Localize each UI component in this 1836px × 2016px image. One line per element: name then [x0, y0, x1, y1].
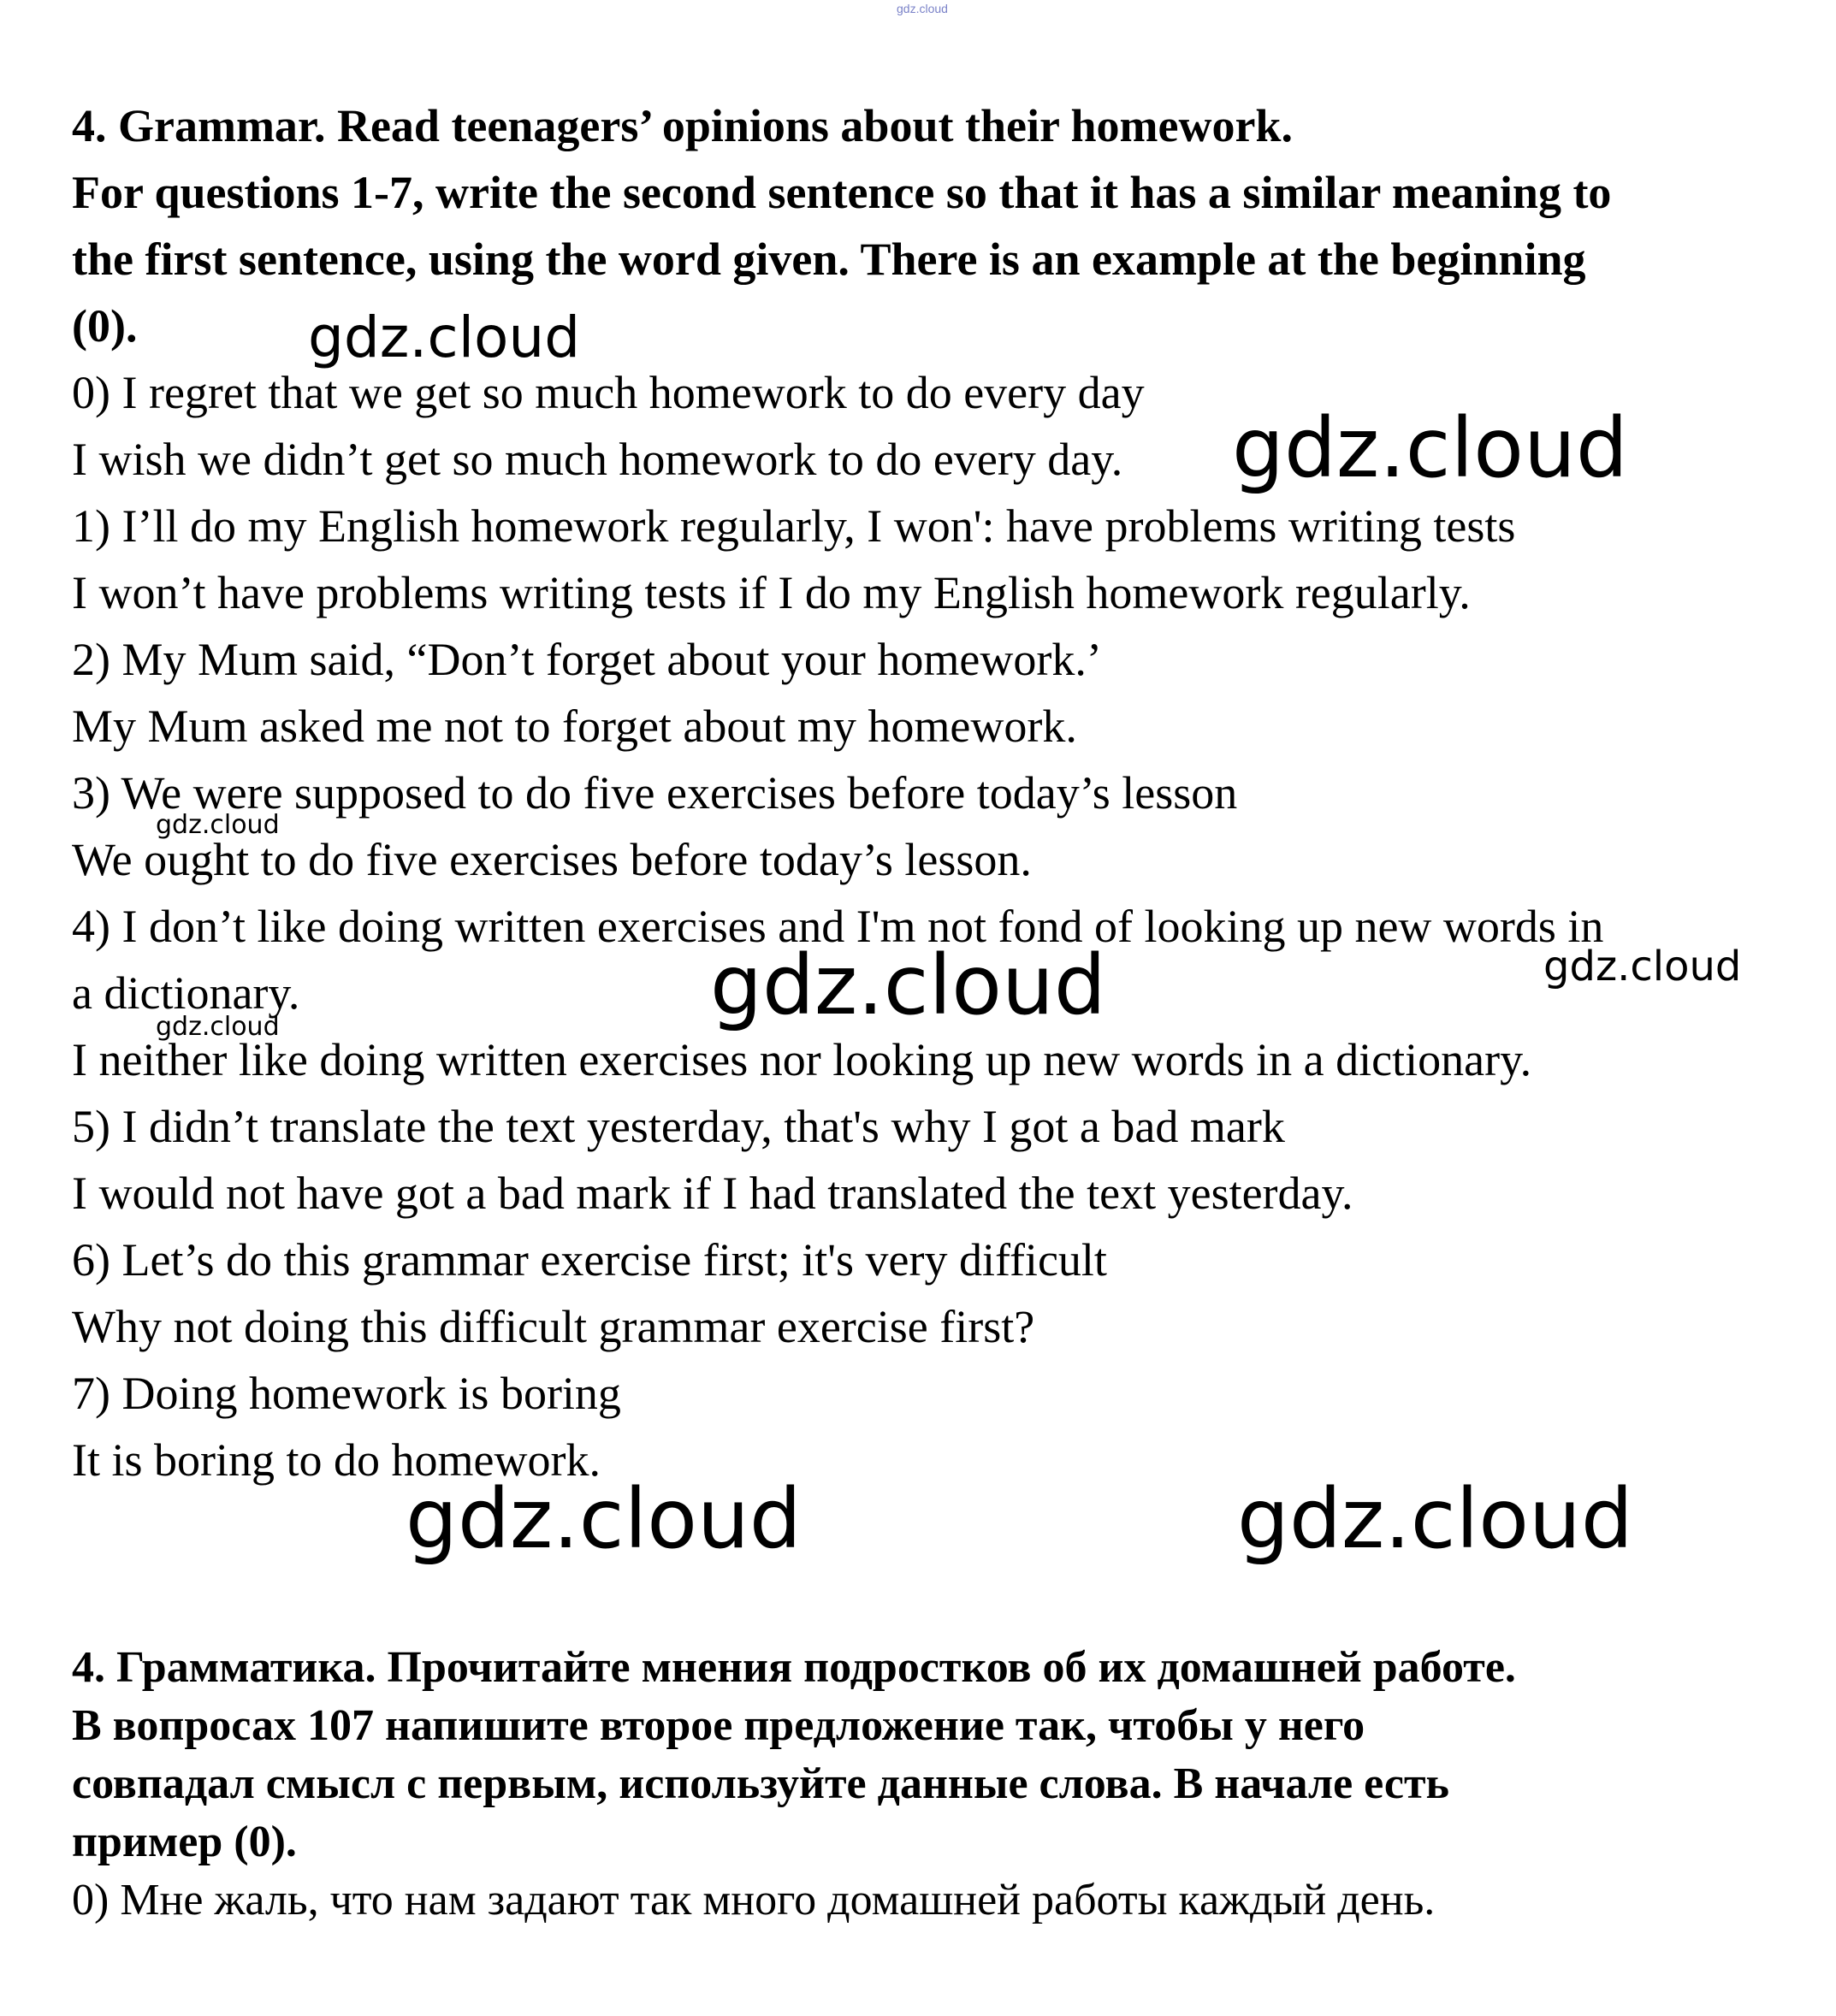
question-5: 5) I didn’t translate the text yesterday, that's why I got a bad mark [72, 1101, 1285, 1152]
question-3: 3) We were supposed to do five exercises before today’s lesson [72, 767, 1238, 819]
answer-3: We ought to do five exercises before today’s lesson. [72, 834, 1032, 885]
question-7: 7) Doing homework is boring [72, 1368, 621, 1419]
exercise-title: 4. Grammar. Read teenagers’ opinions about their homework. [72, 100, 1293, 151]
answer-7: It is boring to do homework. [72, 1434, 601, 1486]
instruction-line-2: the first sentence, using the word given. There is an example at the beginning [72, 234, 1586, 285]
watermark-2: gdz.cloud [1232, 400, 1628, 496]
russian-instruction-line-3: пример (0). [72, 1818, 297, 1866]
russian-instruction-line-1: В вопросах 107 напишите второе предложение так, чтобы у него [72, 1701, 1365, 1750]
russian-instruction-line-2: совпадал смысл с первым, используйте данные слова. В начале есть [72, 1759, 1450, 1808]
answer-5: I would not have got a bad mark if I had translated the text yesterday. [72, 1168, 1353, 1219]
question-1: 1) I’ll do my English homework regularly, I won': have problems writing tests [72, 500, 1516, 552]
watermark-3: gdz.cloud [156, 810, 280, 840]
watermark-1: gdz.cloud [308, 304, 581, 370]
top-watermark: gdz.cloud [897, 2, 948, 15]
question-4-continued: a dictionary. [72, 967, 300, 1019]
watermark-6: gdz.cloud [156, 1012, 280, 1042]
question-6: 6) Let’s do this grammar exercise first; it's very difficult [72, 1234, 1107, 1286]
watermark-4: gdz.cloud [710, 937, 1106, 1033]
answer-6: Why not doing this difficult grammar exercise first? [72, 1301, 1035, 1352]
question-2: 2) My Mum said, “Don’t forget about your homework.’ [72, 634, 1102, 685]
russian-exercise-title: 4. Грамматика. Прочитайте мнения подростков об их домашней работе. [72, 1643, 1516, 1692]
instruction-line-3: (0). [72, 300, 138, 352]
watermark-5: gdz.cloud [1543, 943, 1742, 990]
watermark-7: gdz.cloud [406, 1471, 802, 1567]
watermark-8: gdz.cloud [1237, 1471, 1633, 1567]
answer-1: I won’t have problems writing tests if I do my English homework regularly. [72, 567, 1471, 618]
instruction-line-1: For questions 1-7, write the second sentence so that it has a similar meaning to [72, 167, 1612, 218]
question-4: 4) I don’t like doing written exercises and I'm not fond of looking up new words in [72, 901, 1604, 952]
answer-2: My Mum asked me not to forget about my homework. [72, 701, 1077, 752]
russian-example-0: 0) Мне жаль, что нам задают так много домашней работы каждый день. [72, 1876, 1436, 1924]
answer-4: I neither like doing written exercises nor looking up new words in a dictionary. [72, 1034, 1532, 1085]
answer-0: I wish we didn’t get so much homework to do every day. [72, 434, 1123, 485]
question-0: 0) I regret that we get so much homework to do every day [72, 367, 1145, 418]
